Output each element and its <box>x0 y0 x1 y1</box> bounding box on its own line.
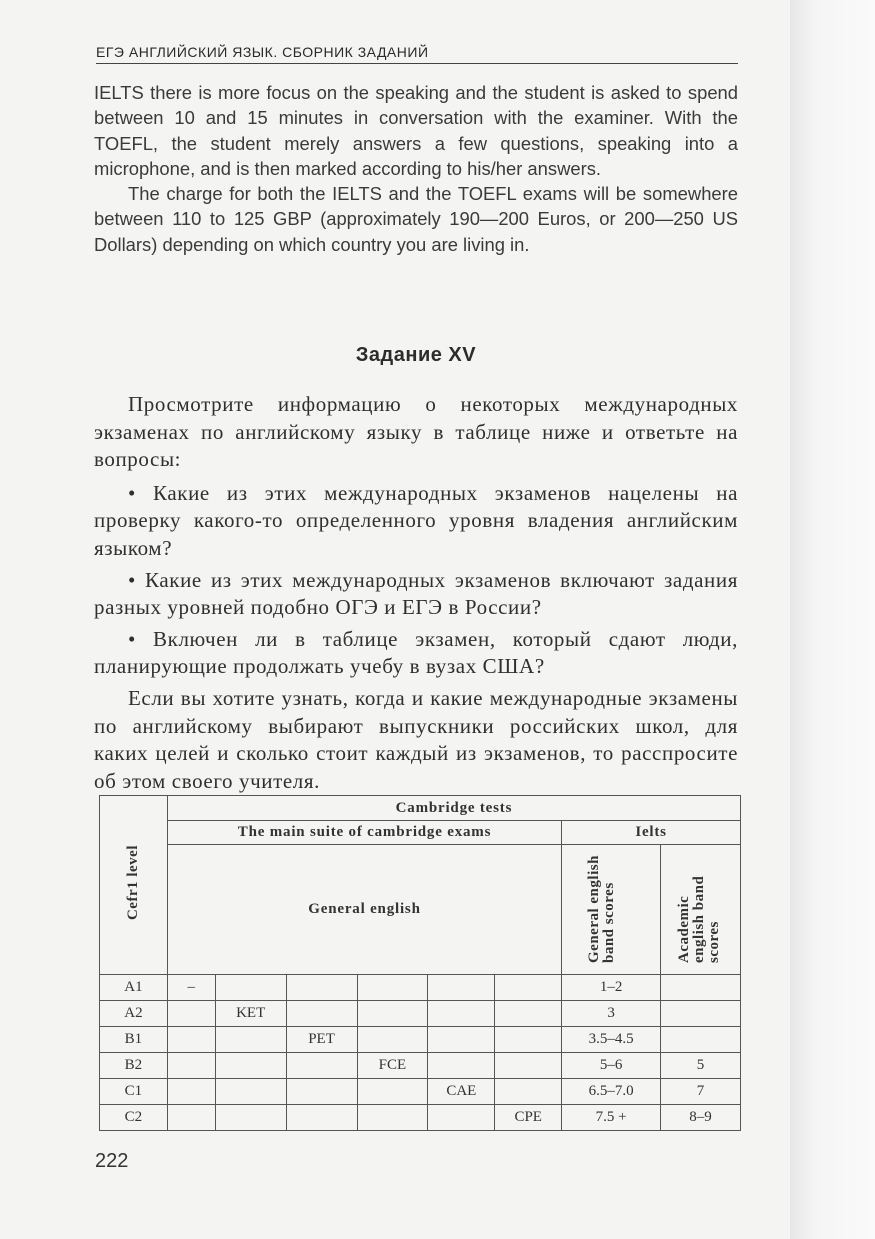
cell <box>167 1053 215 1079</box>
cell <box>215 1079 286 1105</box>
task-question-3: • Включен ли в таблице экзамен, который сдают люди, планирующие продолжать учебу в вузах США? <box>94 626 738 679</box>
page-number: 222 <box>95 1150 129 1172</box>
table-row <box>100 1105 741 1131</box>
cell <box>286 1001 357 1027</box>
header-main-suite: The main suite of cambridge exams <box>167 821 561 845</box>
cell-academic-band <box>661 975 741 1001</box>
cell <box>428 1027 495 1053</box>
cell-academic-band: 7 <box>661 1079 741 1105</box>
page-edge-shadow <box>790 0 875 1239</box>
cell: – <box>167 975 215 1001</box>
cell <box>428 1001 495 1027</box>
cell <box>357 1001 428 1027</box>
task-instructions <box>94 391 738 799</box>
cell: PET <box>286 1027 357 1053</box>
cell-general-band: 1–2 <box>562 975 661 1001</box>
cell-general-band: 3 <box>562 1001 661 1027</box>
running-header: ЕГЭ АНГЛИЙСКИЙ ЯЗЫК. СБОРНИК ЗАДАНИЙ <box>96 44 738 64</box>
cell-academic-band <box>661 1001 741 1027</box>
cell: FCE <box>357 1053 428 1079</box>
cell <box>167 1027 215 1053</box>
task-outro: Если вы хотите узнать, когда и какие международные экзамены по английскому выбирают выпускники российских школ, для каких целей и сколько стоит каждый из экзаменов, то расспросите об этом своего учителя. <box>94 685 738 793</box>
cell-level: B2 <box>100 1053 168 1079</box>
header-cambridge-tests: Cambridge tests <box>167 796 740 821</box>
english-paragraph-2: The charge for both the IELTS and the TOEFL exams will be somewhere between 110 to 125 GBP (approximately 190—200 Euros, or 200—250 US Dollars) depending on which country you are living in. <box>94 183 738 255</box>
task-title: Задание XV <box>355 344 477 366</box>
header-ielts: Ielts <box>562 821 741 845</box>
cell <box>495 1053 562 1079</box>
cell: KET <box>215 1001 286 1027</box>
header-cefr-level <box>100 796 168 975</box>
cell-level: C1 <box>100 1079 168 1105</box>
cell <box>357 1079 428 1105</box>
cell <box>215 1027 286 1053</box>
english-paragraph-1: IELTS there is more focus on the speaking and the student is asked to spend between 10 and 15 minutes in conversation with the examiner. With the TOEFL, the student merely answers a few questions, speaking into a microphone, and is then marked according to his/her answers. <box>94 82 738 179</box>
header-academic-band-scores <box>661 845 741 975</box>
table-row <box>100 1079 741 1105</box>
cell-academic-band <box>661 1027 741 1053</box>
cell-academic-band: 5 <box>661 1053 741 1079</box>
header-academic-band-label: Academic english band scores <box>675 875 722 963</box>
cell <box>495 1001 562 1027</box>
cell <box>357 1105 428 1131</box>
cell <box>286 1053 357 1079</box>
cell <box>215 1105 286 1131</box>
cell: CAE <box>428 1079 495 1105</box>
exam-levels-table <box>99 795 741 1131</box>
cell <box>357 1027 428 1053</box>
task-question-2: • Какие из этих международных экзаменов включают задания разных уровней подобно ОГЭ и ЕГЭ в России? <box>94 567 738 620</box>
cell: CPE <box>495 1105 562 1131</box>
cell <box>167 1105 215 1131</box>
table-row <box>100 1053 741 1079</box>
header-general-band-scores <box>562 845 661 975</box>
header-general-band-label: General english band scores <box>586 855 618 963</box>
cell <box>495 975 562 1001</box>
cell <box>167 1079 215 1105</box>
cell-level: B1 <box>100 1027 168 1053</box>
cell-general-band: 7.5 + <box>562 1105 661 1131</box>
cell <box>428 1053 495 1079</box>
cell-academic-band: 8–9 <box>661 1105 741 1131</box>
cell <box>215 1053 286 1079</box>
cell-level: C2 <box>100 1105 168 1131</box>
cell <box>286 975 357 1001</box>
cell-level: A2 <box>100 1001 168 1027</box>
cell-general-band: 5–6 <box>562 1053 661 1079</box>
cell-general-band: 3.5–4.5 <box>562 1027 661 1053</box>
cell <box>495 1027 562 1053</box>
cell <box>495 1079 562 1105</box>
cell <box>357 975 428 1001</box>
table-row <box>100 975 741 1001</box>
table-row <box>100 1001 741 1027</box>
cell <box>167 1001 215 1027</box>
cell <box>286 1105 357 1131</box>
cell <box>215 975 286 1001</box>
cell <box>286 1079 357 1105</box>
header-cefr-level-label: Cefr1 level <box>124 844 141 921</box>
cell <box>428 1105 495 1131</box>
cell-level: A1 <box>100 975 168 1001</box>
cell <box>428 975 495 1001</box>
header-general-english: General english <box>167 845 561 975</box>
task-intro: Просмотрите информацию о некоторых международных экзаменах по английскому языку в таблице ниже и ответьте на вопросы: <box>94 392 738 472</box>
cell-general-band: 6.5–7.0 <box>562 1079 661 1105</box>
table-row <box>100 1027 741 1053</box>
english-passage <box>94 80 738 257</box>
task-question-1: • Какие из этих международных экзаменов нацелены на проверку какого-то определенного уровня владения английским языком? <box>94 480 738 560</box>
